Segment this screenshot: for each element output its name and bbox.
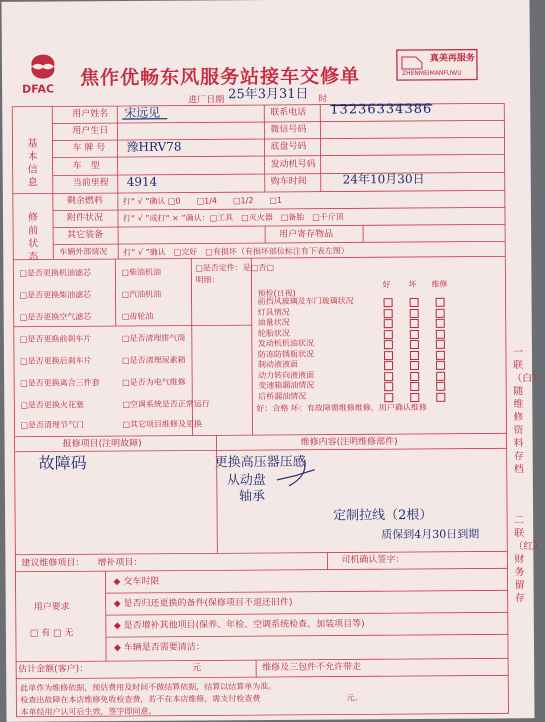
inspect-item: 后桥漏油情况	[258, 392, 306, 400]
exterior-label: 车辆外部情况	[59, 248, 107, 256]
inspect-checkbox[interactable]	[384, 393, 393, 402]
inspect-checkbox[interactable]	[410, 382, 419, 391]
repair-line-2: 从动盘	[227, 474, 266, 487]
cost-note: 维修及三包件不允许带走	[262, 663, 361, 673]
inspect-item: 灯具情况	[258, 308, 290, 316]
user-name-label: 用户姓名	[72, 110, 108, 119]
inspect-checkbox[interactable]	[436, 340, 445, 349]
inspect-item: 发动机机油状况	[258, 340, 314, 348]
inspect-checkbox[interactable]	[436, 308, 445, 317]
footer-line-1: 此单作为维修依据，预估费用及时间不做结算依据，结算以结算单为准。	[20, 683, 276, 693]
mileage-value: 4914	[127, 176, 158, 188]
inspect-item: 油量状况	[258, 319, 290, 327]
check-mid-7: □空调系统是否正常运行	[122, 400, 210, 409]
inspect-item: 前挡风玻璃及车门玻璃状况	[258, 297, 354, 306]
user-name-value: 宋远见	[124, 107, 160, 119]
check-left-8: □是否清理节气门	[20, 421, 84, 429]
check-left-3: □是否更换空气滤芯	[20, 313, 92, 321]
inspect-checkbox[interactable]	[410, 298, 419, 307]
attach-label: 附件状况	[67, 214, 103, 223]
check-mid-5: □是否清理尿素箱	[122, 357, 186, 365]
phone-label: 联系电话	[270, 109, 306, 118]
suggest-label: 建议维修项目：	[21, 559, 84, 568]
inspect-checkbox[interactable]	[410, 361, 419, 370]
repair-order-sheet	[1, 0, 534, 722]
check-mid-8: □其它项目维修及更换	[122, 420, 202, 429]
check-left-5: □是否更换后刹车片	[20, 357, 92, 365]
repair-label: 维修内容(注明维修部件)	[301, 438, 398, 448]
plate-value: 豫HRV78	[126, 141, 181, 153]
repair-line-3: 轴承	[239, 490, 265, 503]
inspect-title: 预检(日视)	[258, 290, 296, 298]
inspect-checkbox[interactable]	[384, 361, 393, 370]
fuel-options: 打“ √ ”确认 □0 □1/4 □1/2 □1	[123, 197, 282, 206]
footer-line-3: 本单经用户认可后生效，签字即同意。	[20, 708, 156, 717]
other-label: 其它装备	[67, 231, 103, 240]
entry-time-suffix: 时	[318, 96, 327, 105]
request-item-1: ◆ 交车时限	[114, 578, 160, 587]
phone-value: 13236334386	[330, 103, 432, 117]
entry-date-label: 进厂日期	[188, 96, 224, 105]
page-title: 焦作优畅东风服务站接车交修单	[80, 61, 360, 90]
check-mid-1: □柴油机油	[121, 269, 161, 277]
stamp-subtext: ZHENMEIMANFUWU	[402, 71, 462, 77]
inspect-col-bad: 坏	[408, 281, 416, 289]
inspect-checkbox[interactable]	[410, 371, 419, 380]
check-left-7: □是否更换火花塞	[20, 401, 84, 409]
footer-yuan: 元。	[346, 694, 362, 702]
birthday-label: 用户生日	[72, 127, 108, 136]
engine-label: 发动机号码	[271, 161, 316, 170]
inspect-checkbox[interactable]	[384, 382, 393, 391]
cost-label: 估计金额(客户)：	[18, 665, 88, 674]
chassis-label: 底盘号码	[270, 143, 306, 152]
inspect-checkbox[interactable]	[384, 298, 393, 307]
section-basic-label: 基本信息	[26, 138, 38, 190]
model-label: 车 型	[73, 162, 100, 171]
requests-label: 用户要求	[34, 603, 70, 612]
side-copy-red: 二联（红）财务留存	[513, 514, 526, 605]
check-left-6: □是否更换离合三件套	[20, 379, 100, 388]
requests-yes-no: □ 有 □ 无	[30, 629, 74, 638]
logo-text: DFAC	[22, 83, 54, 94]
inspect-item: 轮胎状况	[258, 329, 290, 337]
inspect-checkbox[interactable]	[384, 309, 393, 318]
repair-line-1: 更换高压器压感	[215, 456, 306, 470]
inspect-checkbox[interactable]	[384, 372, 393, 381]
inspect-checkbox[interactable]	[384, 340, 393, 349]
purchase-value: 24年10月30日	[343, 173, 425, 186]
attach-options: 打“ √ ”或打“ × ”确认：□工具 □灭火器 □备胎 □千斤顶	[123, 213, 344, 223]
inspect-checkbox[interactable]	[436, 392, 445, 401]
plate-label: 车 牌 号	[72, 144, 105, 153]
mileage-label: 当前里程	[73, 179, 109, 188]
add-items-label: 增补项目：	[97, 559, 142, 568]
inspect-checkbox[interactable]	[384, 330, 393, 339]
check-mid-2: □汽油机油	[122, 291, 162, 299]
check-mid-3: □齿轮油	[122, 313, 154, 321]
request-item-4: ◆ 车辆是否需要清洁：	[114, 643, 205, 653]
section-status-label: 修前状态	[27, 212, 39, 264]
purchase-label: 购车时间	[271, 178, 307, 187]
footer-line-2: 检查出故障在本店维修免收检查费，若不在本店维修，需支付检查费	[20, 695, 260, 705]
request-item-2: ◆ 是否归还更换的备件(保修项目不退还旧件)	[114, 599, 293, 609]
inspect-note: 好：合格 坏：有故障需维修维修，用户确认维修	[256, 404, 427, 413]
entry-date-value: 25年3月31日	[228, 88, 308, 102]
inspect-item: 变速箱漏油情况	[258, 382, 314, 390]
inspect-checkbox[interactable]	[410, 392, 419, 401]
fixed-parts-label: □是否定件：是□否□	[195, 264, 274, 273]
check-mid-6: □是否为电气维修	[122, 379, 186, 387]
fixed-parts-detail: 明细：	[195, 276, 219, 284]
inspect-checkbox[interactable]	[410, 350, 419, 359]
inspect-checkbox[interactable]	[410, 340, 419, 349]
inspect-checkbox[interactable]	[410, 319, 419, 328]
inspect-checkbox[interactable]	[436, 298, 445, 307]
exterior-options: 打“ √ ”确认 □完好 □有损坏（有损坏部位标注有下表左图）	[123, 247, 349, 257]
inspect-checkbox[interactable]	[384, 351, 393, 360]
inspect-checkbox[interactable]	[384, 319, 393, 328]
inspect-checkbox[interactable]	[410, 329, 419, 338]
repair-line-5: 质保到4月30日到期	[381, 529, 479, 541]
report-label: 报修项目(注明故障)	[63, 440, 142, 450]
inspect-checkbox[interactable]	[436, 329, 445, 338]
inspect-checkbox[interactable]	[436, 319, 445, 328]
inspect-checkbox[interactable]	[436, 382, 445, 391]
check-left-4: □是否更换前刹车片	[20, 335, 92, 343]
cost-unit: 元	[192, 664, 201, 673]
wechat-label: 微信号码	[270, 126, 306, 135]
inspect-col-good: 好	[382, 281, 390, 289]
check-left-2: □是否更换柴油滤芯	[20, 291, 92, 299]
inspect-checkbox[interactable]	[436, 350, 445, 359]
request-item-3: ◆ 是否增补其他项目(保养、年检、空调系统检查、加装项目等)	[114, 620, 365, 631]
inspect-checkbox[interactable]	[436, 361, 445, 370]
inspect-checkbox[interactable]	[410, 308, 419, 317]
stamp-text: 真美再服务	[430, 55, 475, 64]
inspect-item: 制动液液面	[258, 361, 298, 369]
inspect-item: 防冻防锈瓶状况	[258, 350, 314, 358]
inspect-col-repair: 维修	[431, 281, 447, 289]
check-left-1: □是否更换机油滤芯	[19, 269, 91, 277]
inspect-item: 动力转向液液面	[258, 371, 314, 379]
repair-line-4: 定制拉线（2根）	[333, 509, 432, 523]
personal-label: 用户寄存物品	[279, 231, 333, 240]
fuel-label: 剩余燃料	[67, 197, 103, 206]
report-value: 故障码	[39, 455, 87, 471]
driver-sign-label: 司机确认签字：	[341, 556, 404, 565]
inspect-checkbox[interactable]	[436, 371, 445, 380]
side-copy-white: 一联（白）随维修资料存档	[512, 346, 525, 476]
check-mid-4: □是否清理排气筒	[122, 335, 186, 343]
